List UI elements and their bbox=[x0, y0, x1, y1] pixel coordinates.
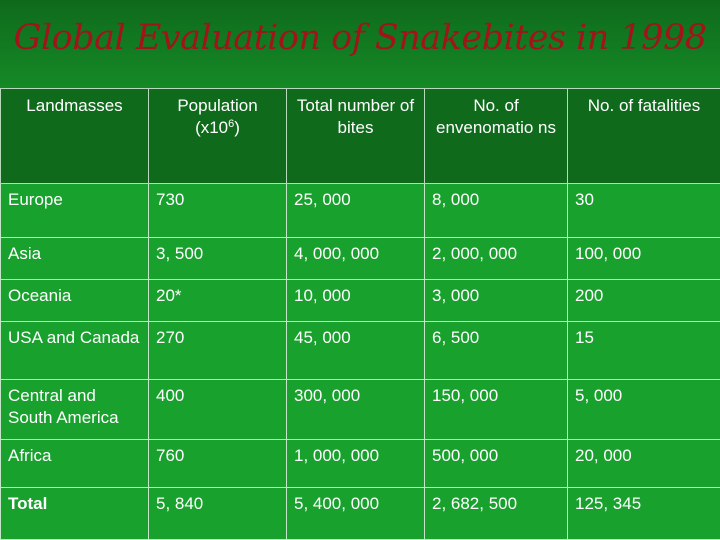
header-landmasses: Landmasses bbox=[1, 89, 149, 184]
table-row bbox=[1, 322, 720, 380]
cell-population: 760 bbox=[149, 440, 287, 488]
table-row bbox=[1, 280, 720, 322]
cell-bites: 300, 000 bbox=[287, 380, 425, 440]
cell-fatalities: 20, 000 bbox=[568, 440, 720, 488]
cell-population: 730 bbox=[149, 184, 287, 238]
cell-region: Central and South America bbox=[1, 380, 149, 440]
slide-title: Global Evaluation of Snakebites in 1998 bbox=[13, 18, 707, 58]
cell-fatalities: 30 bbox=[568, 184, 720, 238]
header-envenomations: No. of envenomatio ns bbox=[425, 89, 568, 184]
header-population-unit-exp: 6 bbox=[228, 118, 235, 130]
cell-region: Oceania bbox=[1, 280, 149, 322]
cell-bites: 45, 000 bbox=[287, 322, 425, 380]
cell-region: Europe bbox=[1, 184, 149, 238]
cell-population: 270 bbox=[149, 322, 287, 380]
header-bites: Total number of bites bbox=[287, 89, 425, 184]
cell-region: Africa bbox=[1, 440, 149, 488]
cell-envenomations: 2, 682, 500 bbox=[425, 488, 568, 540]
table-row bbox=[1, 238, 720, 280]
table-row bbox=[1, 380, 720, 440]
cell-bites: 25, 000 bbox=[287, 184, 425, 238]
cell-bites: 4, 000, 000 bbox=[287, 238, 425, 280]
total-row bbox=[1, 488, 720, 540]
cell-population: 20* bbox=[149, 280, 287, 322]
cell-envenomations: 6, 500 bbox=[425, 322, 568, 380]
cell-population: 5, 840 bbox=[149, 488, 287, 540]
header-row bbox=[1, 89, 720, 184]
cell-bites: 1, 000, 000 bbox=[287, 440, 425, 488]
header-population-unit-suffix: ) bbox=[234, 118, 240, 137]
cell-fatalities: 5, 000 bbox=[568, 380, 720, 440]
cell-population: 400 bbox=[149, 380, 287, 440]
cell-fatalities: 125, 345 bbox=[568, 488, 720, 540]
cell-bites: 5, 400, 000 bbox=[287, 488, 425, 540]
snakebite-table bbox=[0, 88, 720, 540]
cell-envenomations: 3, 000 bbox=[425, 280, 568, 322]
cell-envenomations: 8, 000 bbox=[425, 184, 568, 238]
cell-envenomations: 500, 000 bbox=[425, 440, 568, 488]
cell-region: Asia bbox=[1, 238, 149, 280]
cell-envenomations: 150, 000 bbox=[425, 380, 568, 440]
cell-fatalities: 15 bbox=[568, 322, 720, 380]
cell-envenomations: 2, 000, 000 bbox=[425, 238, 568, 280]
cell-fatalities: 100, 000 bbox=[568, 238, 720, 280]
header-population-label: Population bbox=[177, 96, 258, 115]
table-row bbox=[1, 440, 720, 488]
cell-region: Total bbox=[1, 488, 149, 540]
cell-region: USA and Canada bbox=[1, 322, 149, 380]
table-row bbox=[1, 184, 720, 238]
header-fatalities: No. of fatalities bbox=[568, 89, 720, 184]
cell-fatalities: 200 bbox=[568, 280, 720, 322]
header-population bbox=[149, 89, 287, 184]
cell-bites: 10, 000 bbox=[287, 280, 425, 322]
cell-population: 3, 500 bbox=[149, 238, 287, 280]
header-population-unit-prefix: (x10 bbox=[195, 118, 229, 137]
